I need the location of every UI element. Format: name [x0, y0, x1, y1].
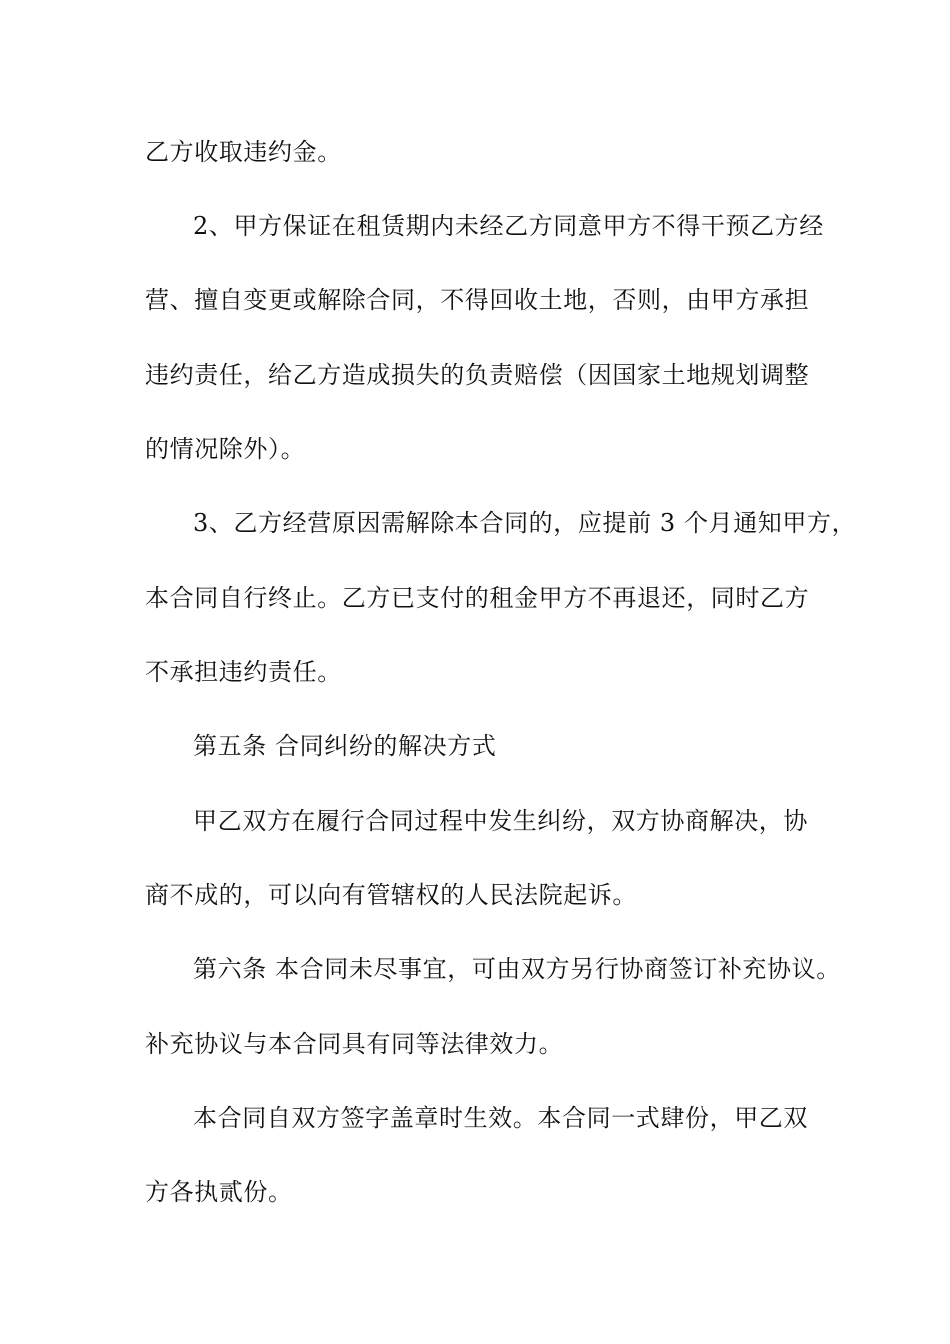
- text-line-8: 不承担违约责任。: [145, 658, 342, 686]
- text-line-11: 商不成的，可以向有管辖权的人民法院起诉。: [145, 881, 637, 909]
- text-line-3: 营、擅自变更或解除合同，不得回收土地，否则，由甲方承担: [145, 286, 810, 314]
- section-heading-5: 第五条 合同纠纷的解决方式: [193, 732, 497, 760]
- text-line-1: 乙方收取违约金。: [145, 138, 342, 166]
- text-line-14: 本合同自双方签字盖章时生效。本合同一式肆份，甲乙双: [193, 1104, 808, 1132]
- text-line-13: 补充协议与本合同具有同等法律效力。: [145, 1030, 564, 1058]
- text-line-15: 方各执贰份。: [145, 1178, 293, 1206]
- text-line-5: 的情况除外）。: [145, 435, 306, 463]
- text-line-10: 甲乙双方在履行合同过程中发生纠纷，双方协商解决，协: [193, 807, 808, 835]
- text-line-7: 本合同自行终止。乙方已支付的租金甲方不再退还，同时乙方: [145, 584, 810, 612]
- text-line-4: 违约责任，给乙方造成损失的负责赔偿（因国家土地规划调整: [145, 361, 810, 389]
- text-line-6: 3、乙方经营原因需解除本合同的，应提前 3 个月通知甲方，: [193, 509, 857, 537]
- text-line-2: 2、甲方保证在租赁期内未经乙方同意甲方不得干预乙方经: [193, 212, 824, 240]
- section-heading-6: 第六条 本合同未尽事宜，可由双方另行协商签订补充协议。: [193, 955, 841, 983]
